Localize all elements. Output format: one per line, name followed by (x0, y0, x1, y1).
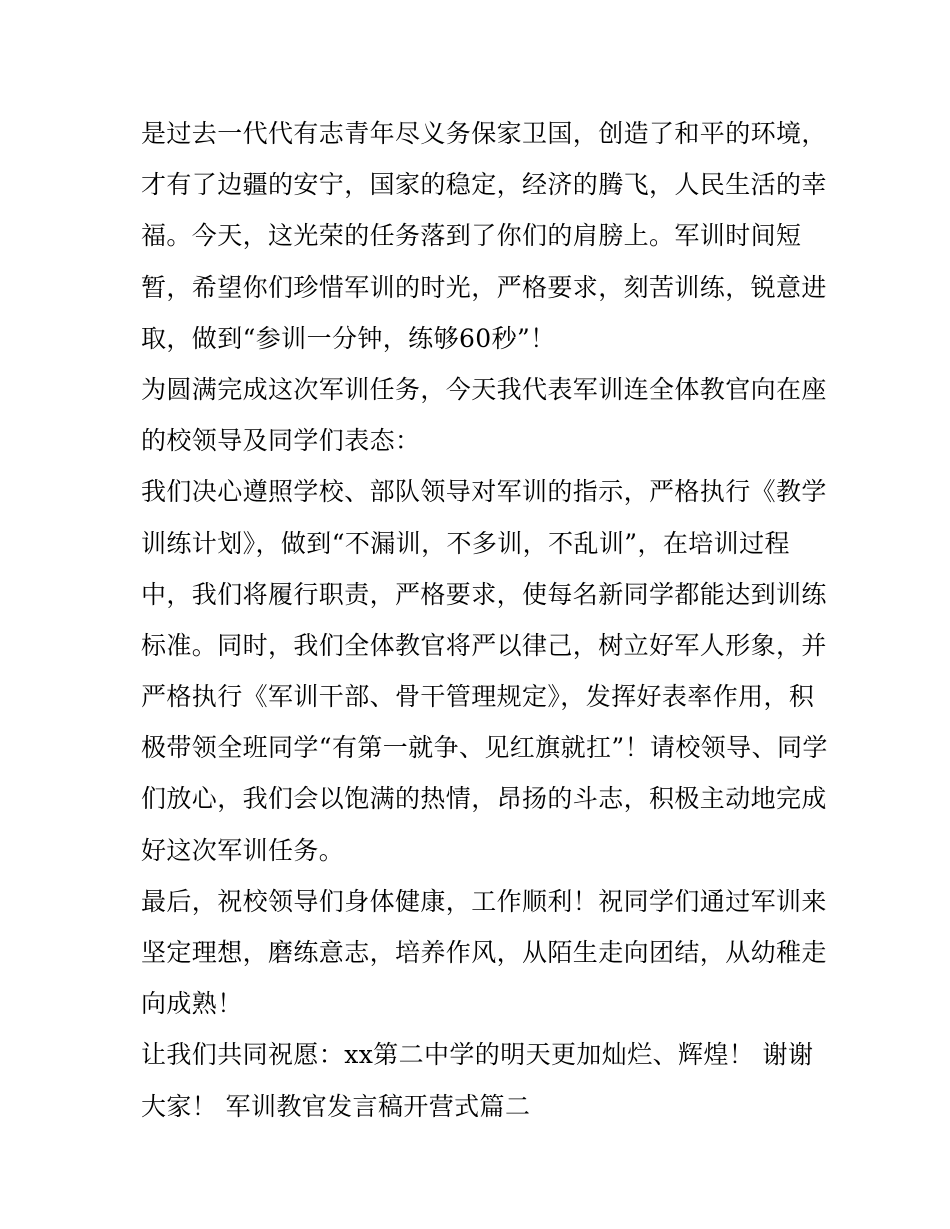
body-text (141, 108, 828, 1132)
text-line: 大家！ 军训教官发言稿开营式篇二 (141, 1091, 531, 1121)
text-line: 是过去一代代有志青年尽义务保家卫国，创造了和平的环境， (141, 119, 827, 148)
text-line: 让我们共同祝愿：xx第二中学的明天更加灿烂、辉煌！ 谢谢 (141, 1040, 814, 1070)
text-line: 们放心，我们会以饱满的热情，昂扬的斗志，积极主动地完成 (141, 784, 827, 814)
text-line: 最后，祝校领导们身体健康，工作顺利！祝同学们通过军训来 (141, 886, 827, 916)
text-line: 为圆满完成这次军训任务，今天我代表军训连全体教官向在座 (141, 374, 827, 404)
text-line: 中，我们将履行职责，严格要求，使每名新同学都能达到训练 (141, 579, 827, 609)
text-line: 才有了边疆的安宁，国家的稳定，经济的腾飞，人民生活的幸 (141, 170, 827, 200)
text-line: 我们决心遵照学校、部队领导对军训的指示，严格执行《教学 (141, 477, 827, 507)
text-line: 好这次军训任务。 (141, 835, 345, 865)
text-line: 取，做到“参训一分钟，练够60秒”！ (141, 323, 556, 353)
text-line: 严格执行《军训干部、骨干管理规定》，发挥好表率作用，积 (141, 682, 815, 712)
text-line: 坚定理想，磨练意志，培养作风，从陌生走向团结，从幼稚走 (141, 938, 827, 967)
text-line: 福。今天，这光荣的任务落到了你们的肩膀上。军训时间短 (141, 221, 802, 251)
text-line: 标准。同时，我们全体教官将严以律己，树立好军人形象，并 (141, 630, 827, 660)
text-line: 向成熟！ (141, 989, 243, 1019)
text-line: 极带领全班同学“有第一就争、见红旗就扛”！请校领导、同学 (141, 733, 828, 763)
text-line: 暂，希望你们珍惜军训的时光，严格要求，刻苦训练，锐意进 (141, 272, 827, 302)
text-line: 的校领导及同学们表态： (141, 426, 421, 456)
text-line: 训练计划》，做到“不漏训，不多训，不乱训”，在培训过程 (141, 528, 790, 558)
